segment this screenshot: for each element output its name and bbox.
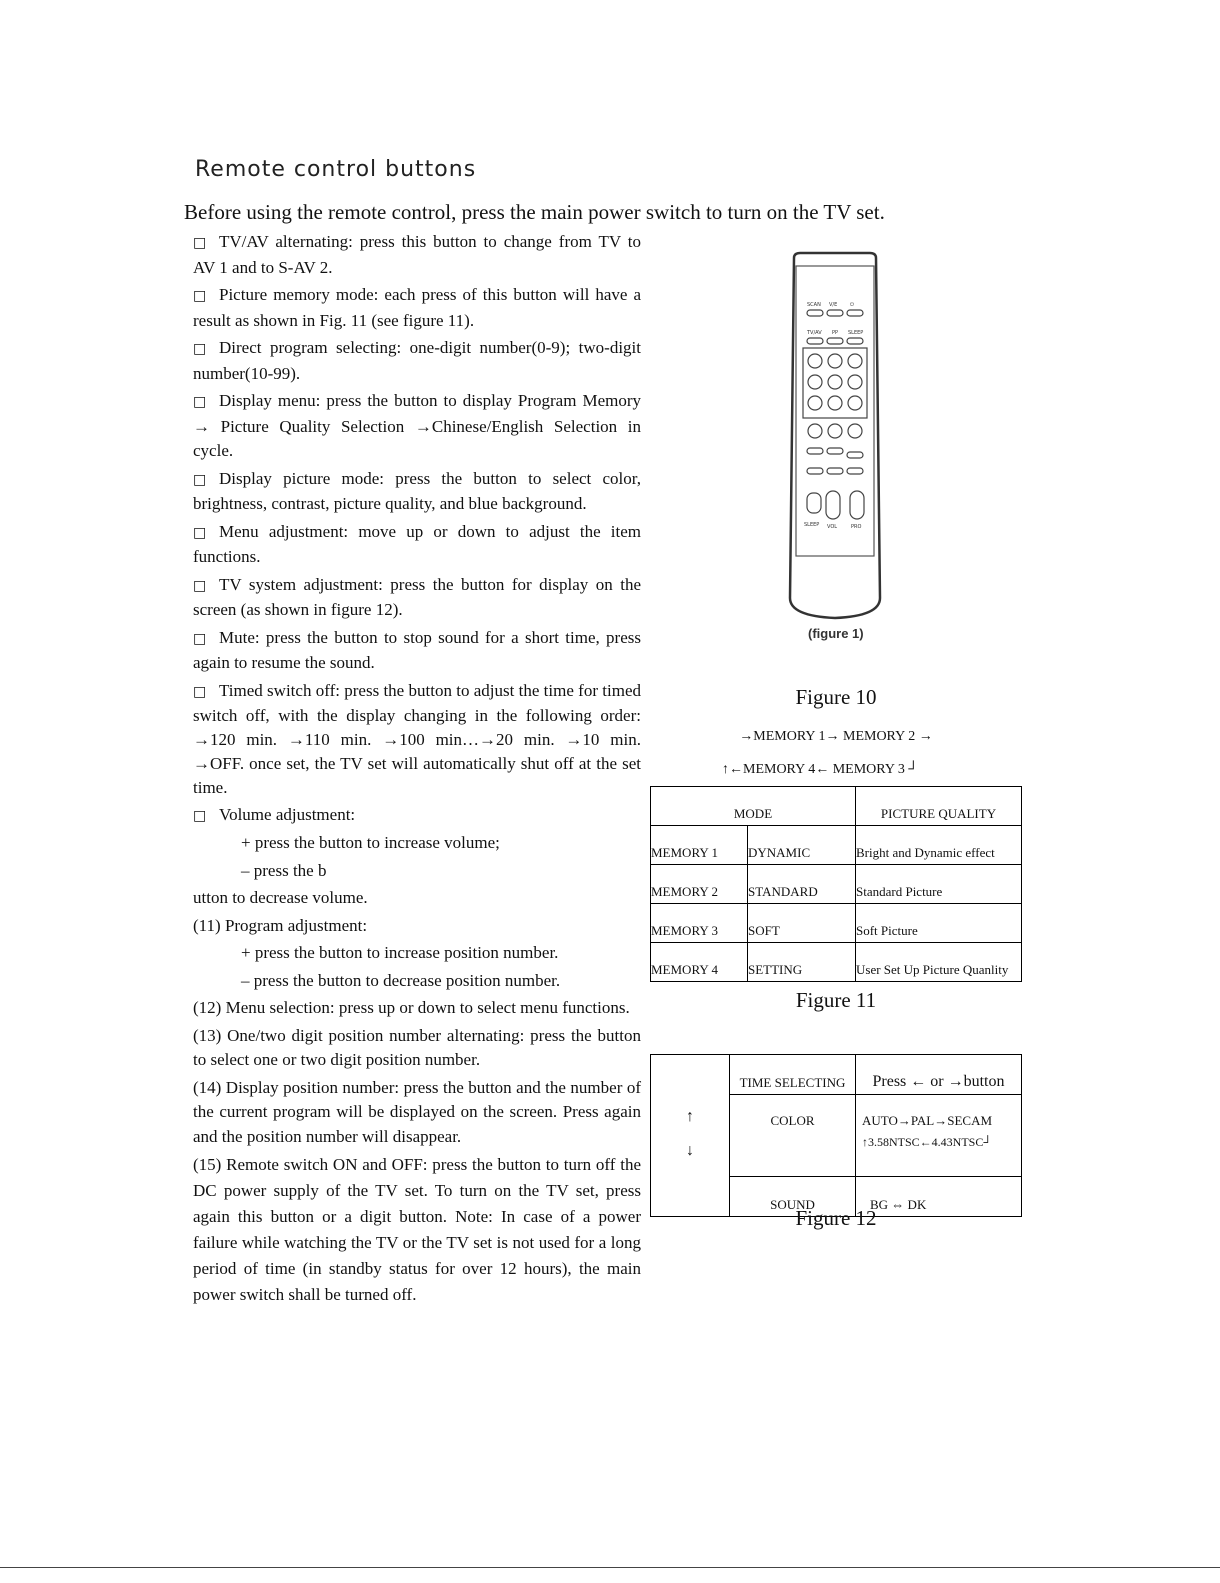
table-cell: BG ⇔ DK [856,1177,1022,1217]
table-row [651,943,1022,982]
intro-text: Before using the remote control, press the main power switch to turn on the TV set. [184,200,885,224]
instruction-item: □ Display menu: press the button to display Program Memory → Picture Quality Selection →Chinese/English Selection in cycle. [193,391,641,460]
table-cell: Standard Picture [856,865,1022,904]
page-bottom-rule [0,1567,1220,1568]
bullet-box-icon: □ [193,524,207,541]
table-cell: SOUND [730,1177,856,1217]
page-heading: Remote control buttons [195,157,477,182]
instruction-item: □ Direct program selecting: one-digit number(0-9); two-digit number(10-99). [193,338,641,383]
color-line-2: ↑3.58NTSC←4.43NTSC┘ [862,1135,992,1149]
figure11-caption: Figure 11 [795,988,877,1012]
table-header-cell: PICTURE QUALITY [856,787,1022,826]
table-cell: MEMORY 2 [651,865,748,904]
color-line-1: AUTO→PAL→SECAM [862,1113,993,1128]
table-cell: SOFT [748,904,856,943]
bullet-box-icon: □ [193,341,207,357]
remote-label: SLEEP [804,522,820,528]
bullet-box-icon: □ [193,471,207,488]
bullet-box-icon: □ [193,235,207,251]
bullet-box-icon: □ [193,394,207,410]
figure11-table [650,786,1022,982]
instruction-item: □ Menu adjustment: move up or down to adjust the item functions. [193,521,641,566]
bullet-box-icon: □ [193,288,207,304]
remote-label: SCAN [807,302,821,308]
table-cell: User Set Up Picture Quanlity [856,943,1022,982]
table-cell [856,1095,1022,1177]
table-cell: SETTING [748,943,856,982]
remote-caption: (figure 1) [808,626,864,641]
table-row [651,904,1022,943]
remote-label: SLEEP [848,330,864,336]
instruction-item: □ Picture memory mode: each press of this button will have a result as shown in Fig. 11 (see figure 11). [193,285,641,330]
remote-label: TV/AV [807,330,822,336]
remote-label: PP [832,330,839,336]
bullet-box-icon: □ [193,577,207,594]
table-cell: Soft Picture [856,904,1022,943]
figure12-caption: Figure 12 [795,1206,877,1230]
figure12-table [650,1054,1022,1217]
instructions-column [193,230,641,1311]
table-cell: Bright and Dynamic effect [856,826,1022,865]
instruction-item: □ Mute: press the button to stop sound for a short time, press again to resume the sound. [193,627,641,672]
volume-plus-text: + press the button to increase volume; [241,833,500,852]
table-cell: STANDARD [748,865,856,904]
remote-label: ⏻ [850,302,854,308]
volume-minus-continuation: utton to decrease volume. [193,888,368,907]
program-minus-text: – press the button to decrease position number. [241,970,561,990]
volume-minus-text: – press the b [241,860,327,880]
instruction-item: (14) Display position number: press the button and the number of the current program will be displayed on the screen. Press again and the position number will disappear. [193,1077,641,1146]
table-header-cell: MODE [651,787,856,826]
arrow-up-icon: ↑ [686,1108,694,1125]
instruction-item: □ TV system adjustment: press the button for display on the screen (as shown in figure 12). [193,574,641,619]
bullet-box-icon: □ [193,630,207,647]
remote-control-illustration [780,248,890,648]
program-plus-text: + press the button to increase position number. [241,943,559,962]
remote-label: PRO [851,524,862,530]
bullet-box-icon: □ [193,807,207,824]
figure10-caption: Figure 10 [795,685,877,709]
table-cell: MEMORY 3 [651,904,748,943]
table-row [651,865,1022,904]
remote-label: V/E [829,302,838,308]
table-cell: Press ← or →button [856,1055,1022,1095]
memory-flow-bottom: ↑←MEMORY 4← MEMORY 3 ┘ [722,762,919,777]
instruction-item: (12) Menu selection: press up or down to select menu functions. [193,998,630,1017]
table-cell: DYNAMIC [748,826,856,865]
table-row [651,1055,1022,1095]
memory-flow-top: →MEMORY 1→ MEMORY 2 → [739,729,933,744]
instruction-item: □ Display picture mode: press the button to select color, brightness, contrast, picture quality, and blue background. [193,468,641,513]
bullet-box-icon: □ [193,683,207,700]
instruction-item: (13) One/two digit position number alternating: press the button to select one or two digit position number. [193,1025,641,1069]
table-cell: MEMORY 4 [651,943,748,982]
instruction-item: □ TV/AV alternating: press this button to change from TV to AV 1 and to S-AV 2. [193,232,641,277]
instruction-item: (15) Remote switch ON and OFF: press the button to turn off the DC power supply of the TV set. To turn on the TV set, press again this button or a digit button. Note: In case of a power failure while watching the TV or the TV set is not used for a long period of time (in standby status for over 12 hours), the main power switch shall be turned off. [193,1155,641,1304]
table-row [651,826,1022,865]
table-cell: TIME SELECTING [730,1055,856,1095]
table-cell: COLOR [730,1095,856,1177]
table-header-row [651,787,1022,826]
arrow-down-icon: ↓ [686,1142,694,1159]
table-cell: MEMORY 1 [651,826,748,865]
arrows-cell [651,1055,730,1217]
remote-label: VOL [827,524,838,530]
instruction-item: □ Timed switch off: press the button to adjust the time for timed switch off, with the display changing in the following order: →120 min. →110 min. →100 min…→20 min. →10 min. →OFF. once set, the TV set will automatically shut off at the set time. [193,680,641,797]
program-adjust-text: (11) Program adjustment: [193,915,368,935]
instruction-item: □ Volume adjustment: [193,803,641,829]
